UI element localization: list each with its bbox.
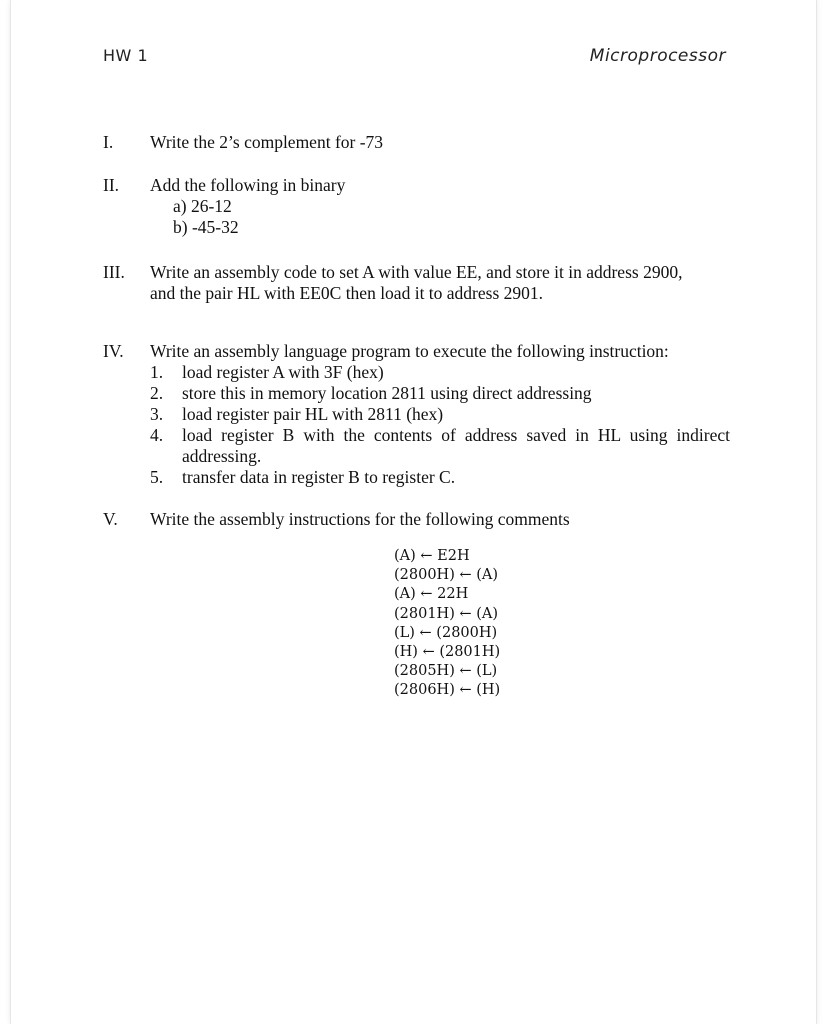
equation-line: (L) ← (2800H): [394, 624, 498, 641]
question-line: and the pair HL with EE0C then load it to address 2901.: [150, 283, 544, 303]
equation-line: (2800H) ← (A): [394, 567, 499, 584]
question-2: [103, 175, 743, 243]
list-item-number: 1.: [150, 362, 164, 382]
header-course-label: HW 1: [103, 46, 149, 65]
question-1: [103, 132, 743, 156]
sub-item: b) -45-32: [173, 217, 239, 237]
question-line: Add the following in binary: [150, 175, 346, 195]
question-line: Write an assembly code to set A with value EE, and store it in address 2900,: [150, 262, 683, 282]
question-text: [150, 341, 730, 488]
list-item: [150, 404, 730, 425]
question-number: II.: [103, 175, 120, 195]
equation-line: (A) ← 22H: [394, 586, 469, 603]
list-item: [150, 362, 730, 383]
equation-line: (2801H) ← (A): [394, 605, 499, 622]
list-item: [150, 467, 730, 488]
question-line: Write the assembly instructions for the following comments: [150, 509, 570, 529]
equation-line: (2806H) ← (H): [394, 682, 501, 699]
list-item: [150, 383, 730, 404]
question-3: [103, 262, 743, 308]
equation-line: (A) ← E2H: [394, 548, 470, 564]
question-text: [150, 132, 730, 153]
question-number: V.: [103, 509, 118, 529]
list-item-number: 2.: [150, 383, 164, 403]
question-text: [150, 175, 730, 238]
list-item: [150, 425, 730, 467]
question-number: IV.: [103, 341, 124, 361]
sub-item: a) 26-12: [173, 196, 232, 216]
question-number: III.: [103, 262, 125, 282]
question-4: [103, 341, 743, 491]
comments-equation-block: [394, 547, 500, 701]
list-item-text: transfer data in register B to register C.: [182, 467, 456, 487]
list-item-text: load register A with 3F (hex): [182, 362, 384, 382]
list-item-number: 4.: [150, 425, 164, 445]
header-subject-label: Microprocessor: [589, 46, 726, 66]
list-item-number: 5.: [150, 467, 164, 487]
question-text: [150, 509, 730, 530]
list-item-text: load register B with the contents of address saved in HL using indirect addressing.: [182, 425, 730, 466]
question-number: I.: [103, 132, 114, 152]
equation-line: (H) ← (2801H): [394, 644, 501, 661]
question-5: [103, 509, 743, 533]
document-page: [10, 0, 817, 1024]
list-item-text: store this in memory location 2811 using direct addressing: [182, 383, 592, 403]
question-line: Write an assembly language program to execute the following instruction:: [150, 341, 669, 361]
list-item-number: 3.: [150, 404, 164, 424]
question-text: [150, 262, 730, 304]
question-line: Write the 2’s complement for -73: [150, 132, 384, 152]
list-item-text: load register pair HL with 2811 (hex): [182, 404, 444, 424]
equation-line: (2805H) ← (L): [394, 663, 498, 680]
